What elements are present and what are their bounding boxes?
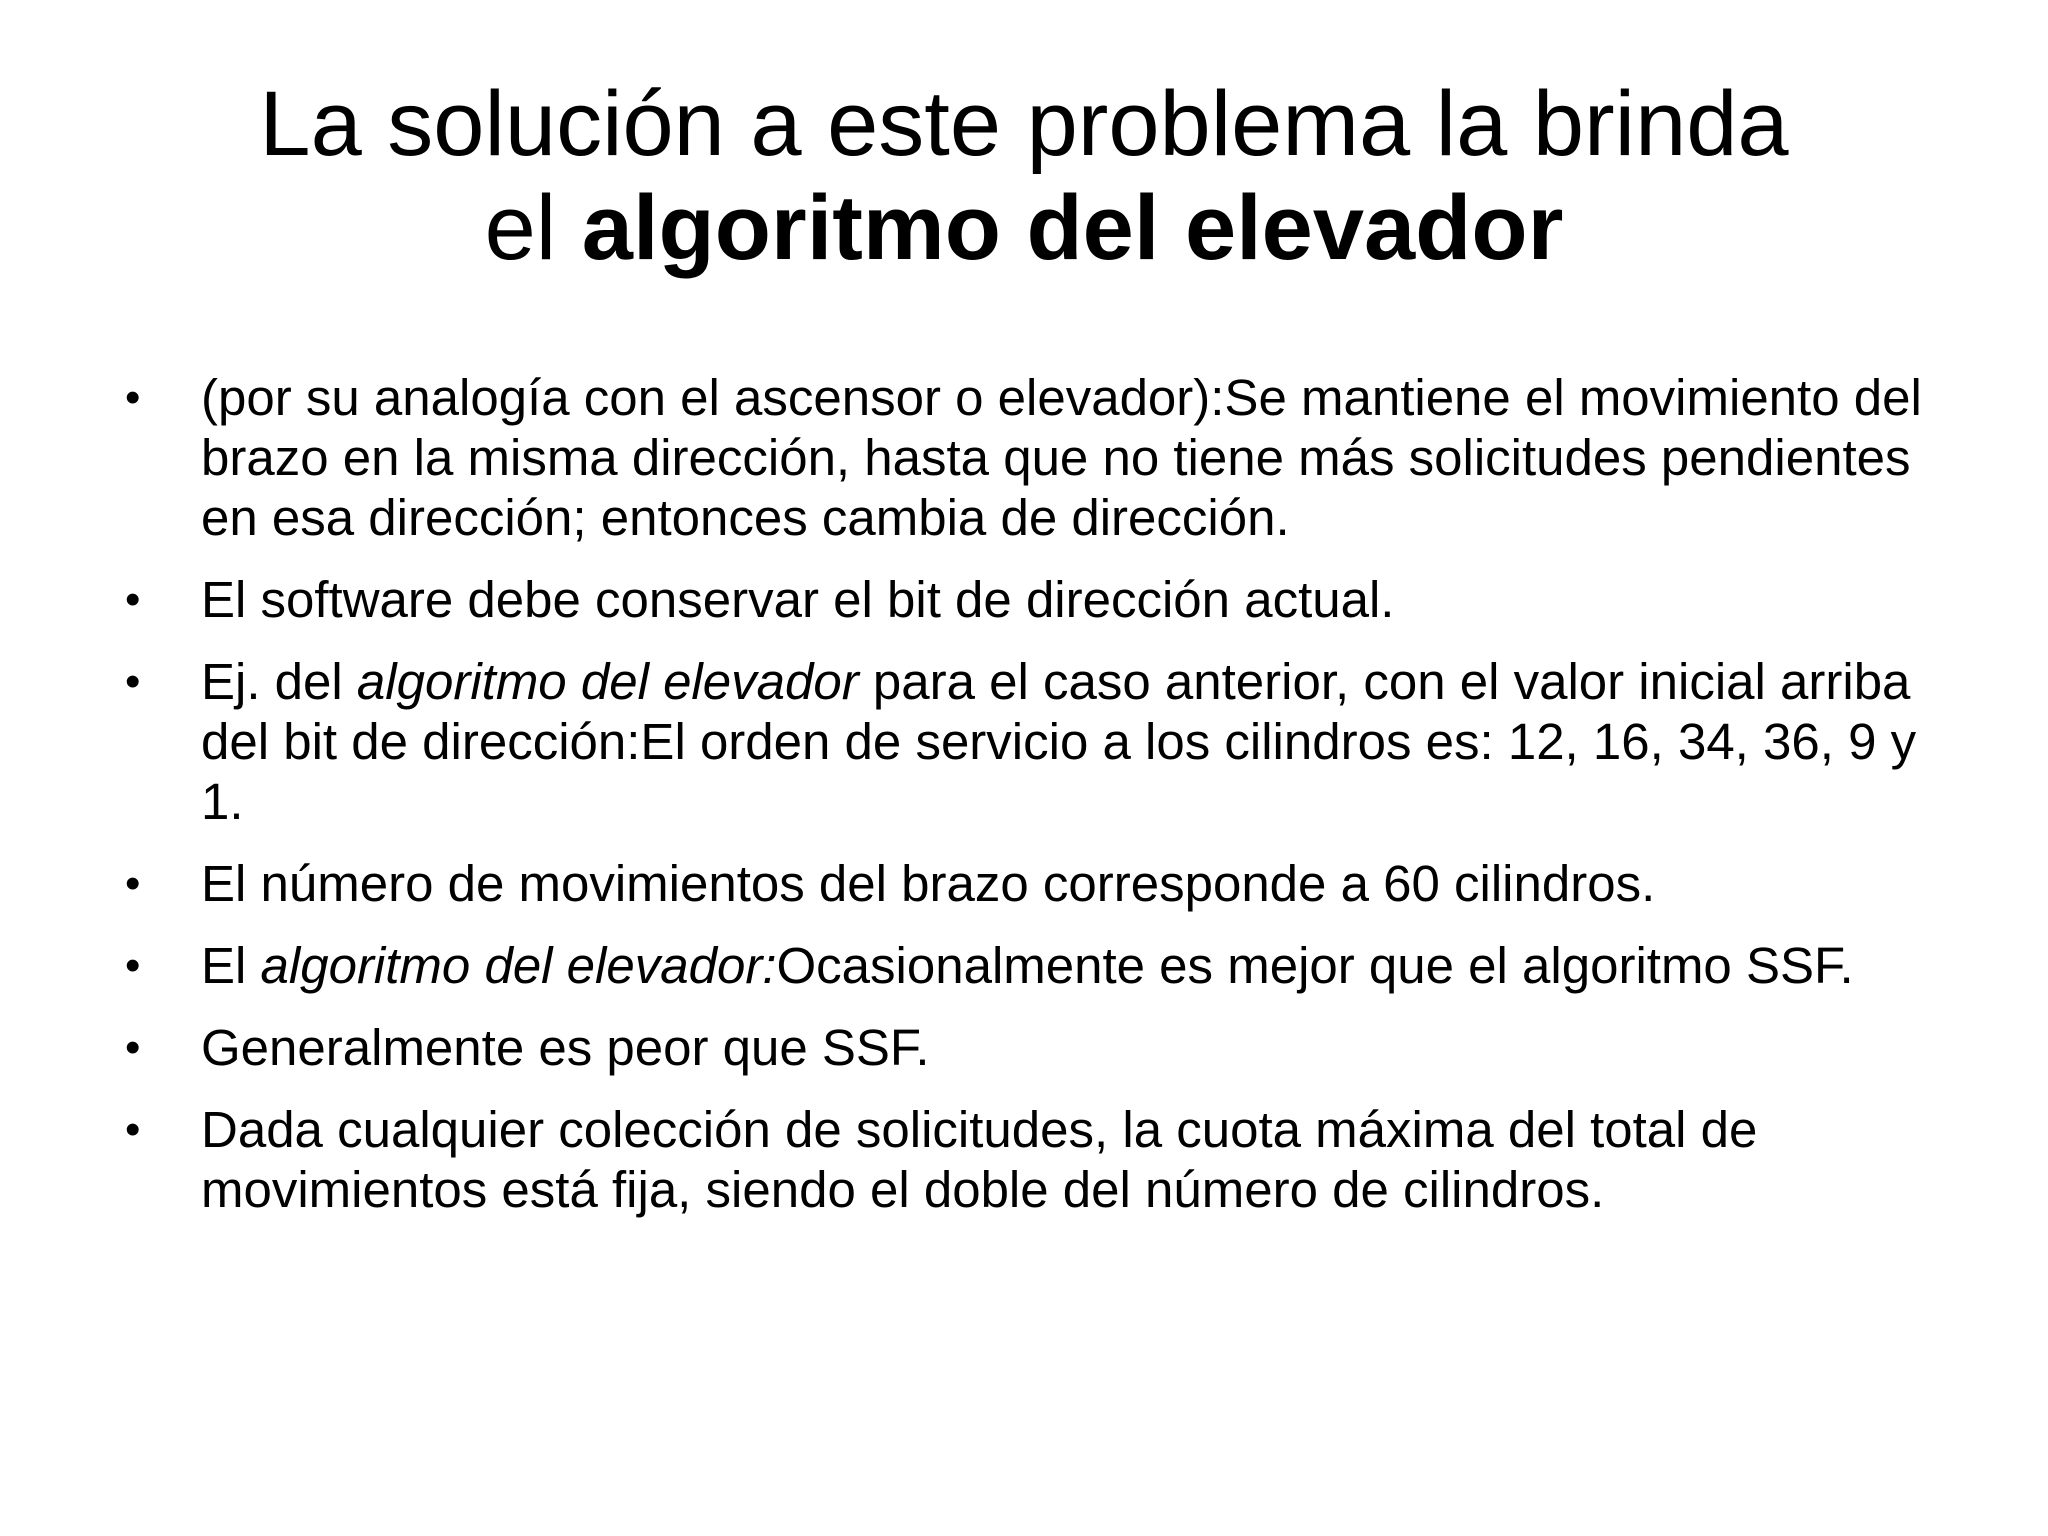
bullet-item (125, 854, 1955, 914)
bullet-dot: • (125, 373, 141, 422)
bullet-text-pre: El (201, 937, 261, 994)
bullet-text-italic: algoritmo del elevador (356, 653, 859, 710)
bullet-dot: • (125, 575, 141, 624)
title-line-2-prefix: el (484, 177, 582, 279)
bullet-text: Dada cualquier colección de solicitudes, la cuota máxima del total de movimientos está fija, siendo el doble del número de cilindros. (201, 1101, 1758, 1218)
bullet-item (125, 1100, 1955, 1220)
bullet-text: El número de movimientos del brazo corresponde a 60 cilindros. (201, 855, 1656, 912)
bullet-item (125, 652, 1955, 832)
bullet-dot: • (125, 941, 141, 990)
bullet-item (125, 1018, 1955, 1078)
bullet-list (125, 368, 1955, 1242)
bullet-text-post: Ocasionalmente es mejor que el algoritmo SSF. (776, 937, 1854, 994)
bullet-item (125, 936, 1955, 996)
slide-title (112, 72, 1936, 280)
bullet-text: El software debe conservar el bit de dirección actual. (201, 571, 1395, 628)
bullet-item (125, 368, 1955, 548)
bullet-text-pre: Ej. del (201, 653, 357, 710)
bullet-dot: • (125, 1023, 141, 1072)
title-line-1: La solución a este problema la brinda (259, 73, 1789, 175)
bullet-text-post: para el caso anterior, con el valor inicial arriba del bit de dirección:El orden de servicio a los cilindros es: 12, 16, 34, 36, 9 y 1. (201, 653, 1917, 830)
bullet-text: (por su analogía con el ascensor o elevador):Se mantiene el movimiento del brazo en la misma dirección, hasta que no tiene más solicitudes pendientes en esa dirección; entonces cambia de dirección. (201, 369, 1922, 546)
bullet-text: Generalmente es peor que SSF. (201, 1019, 930, 1076)
bullet-text-italic: algoritmo del elevador: (260, 937, 777, 994)
bullet-dot: • (125, 657, 141, 706)
title-line-2-bold: algoritmo del elevador (581, 177, 1564, 279)
bullet-dot: • (125, 859, 141, 908)
bullet-item (125, 570, 1955, 630)
bullet-dot: • (125, 1105, 141, 1154)
